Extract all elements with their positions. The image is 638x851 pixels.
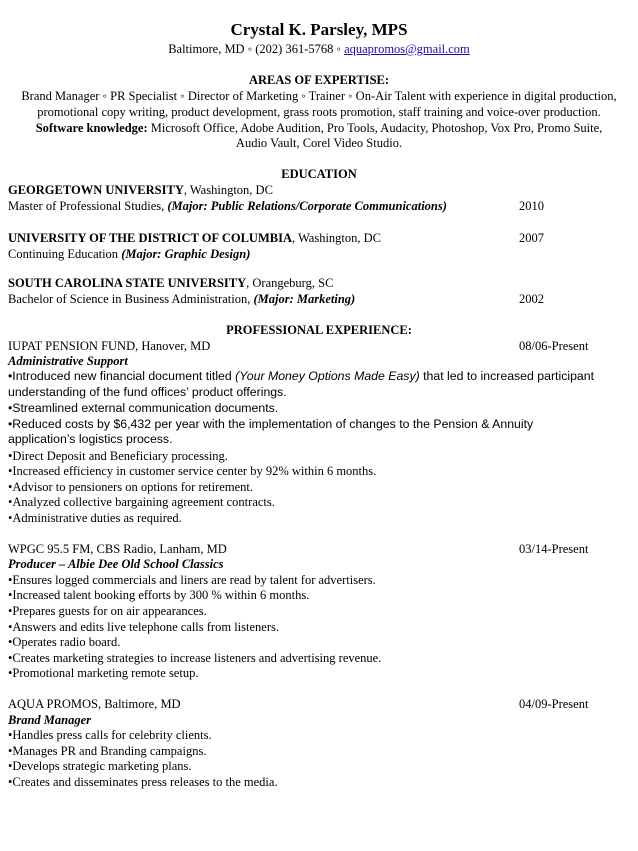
job-bullet: •Operates radio board. — [8, 635, 121, 649]
education-school — [8, 276, 630, 291]
job-bullet: •Advisor to pensioners on options for retirement. — [8, 480, 253, 494]
job-bullet: •Handles press calls for celebrity clients. — [8, 728, 212, 742]
job-dates: 03/14-Present — [519, 542, 589, 556]
degree-name: Bachelor of Science in Business Administration, — [8, 292, 254, 306]
degree-name: Continuing Education — [8, 247, 122, 261]
job-title: Administrative Support — [8, 354, 128, 368]
school-name: SOUTH CAROLINA STATE UNIVERSITY — [8, 276, 247, 290]
job-dates: 04/09-Present — [519, 697, 589, 711]
school-location: , Washington, DC — [183, 183, 273, 197]
software-list: Microsoft Office, Adobe Audition, Pro Tools, Audacity, Photoshop, Vox Pro, Promo Suite, — [147, 121, 603, 135]
job-employer: WPGC 95.5 FM, CBS Radio, Lanham, MD — [8, 542, 227, 556]
experience-heading: PROFESSIONAL EXPERIENCE: — [226, 323, 412, 337]
job-employer: IUPAT PENSION FUND, Hanover, MD — [8, 339, 211, 353]
email-link[interactable]: aquapromos@gmail.com — [344, 42, 470, 56]
job-bullet: •Increased efficiency in customer service center by 92% within 6 months. — [8, 464, 377, 478]
candidate-name: Crystal K. Parsley, MPS — [230, 20, 408, 39]
job-bullet: •Reduced costs by $6,432 per year with the implementation of changes to the Pension & Annuity — [8, 417, 534, 431]
degree-major: (Major: Marketing) — [253, 292, 356, 306]
software-line-2: Audio Vault, Corel Video Studio. — [235, 136, 403, 150]
job-bullet: •Creates marketing strategies to increase listeners and advertising revenue. — [8, 651, 382, 665]
contact-line — [0, 42, 638, 57]
job-bullet-continued: understanding of the fund offices’ product offerings. — [8, 385, 287, 399]
job-bullet: •Increased talent booking efforts by 300 % within 6 months. — [8, 588, 310, 602]
job-bullet — [8, 369, 632, 385]
job-employer: AQUA PROMOS, Baltimore, MD — [8, 697, 181, 711]
school-location: , Washington, DC — [291, 231, 382, 245]
contact-details: Baltimore, MD ◦ (202) 361-5768 ◦ — [168, 42, 345, 56]
job-bullet: •Streamlined external communication documents. — [8, 401, 279, 415]
job-title: Producer – Albie Dee Old School Classics — [8, 557, 224, 571]
bullet-text: that led to increased participant — [419, 369, 595, 383]
expertise-line-2: promotional copy writing, product development, grass roots promotion, staff training and voice-over production. — [37, 105, 601, 119]
degree-name: Master of Professional Studies, — [8, 199, 168, 213]
software-line-1 — [6, 121, 632, 137]
document-title: (Your Money Options Made Easy) — [235, 369, 420, 383]
school-location: , Orangeburg, SC — [246, 276, 334, 290]
job-bullet: •Prepares guests for on air appearances. — [8, 604, 207, 618]
job-bullet: •Develops strategic marketing plans. — [8, 759, 192, 773]
expertise-heading: AREAS OF EXPERTISE: — [248, 73, 390, 87]
education-school — [8, 183, 630, 198]
education-year: 2010 — [519, 199, 544, 213]
job-bullet: •Creates and disseminates press releases to the media. — [8, 775, 278, 789]
software-label: Software knowledge: — [35, 121, 148, 135]
education-degree — [8, 247, 630, 262]
job-bullet: •Promotional marketing remote setup. — [8, 666, 199, 680]
job-bullet: •Manages PR and Branding campaigns. — [8, 744, 207, 758]
degree-major: (Major: Graphic Design) — [121, 247, 251, 261]
job-bullet: •Answers and edits live telephone calls from listeners. — [8, 620, 279, 634]
job-bullet-continued: application’s logistics process. — [8, 432, 173, 446]
education-year: 2007 — [519, 231, 544, 245]
education-year: 2002 — [519, 292, 544, 306]
school-name: UNIVERSITY OF THE DISTRICT OF COLUMBIA — [8, 231, 292, 245]
job-bullet: •Analyzed collective bargaining agreement contracts. — [8, 495, 275, 509]
degree-major: (Major: Public Relations/Corporate Communications) — [167, 199, 447, 213]
job-title: Brand Manager — [8, 713, 92, 727]
education-heading: EDUCATION — [281, 167, 357, 181]
bullet-text: •Introduced new financial document titled — [8, 369, 236, 383]
expertise-line-1: Brand Manager ◦ PR Specialist ◦ Director of Marketing ◦ Trainer ◦ On-Air Talent with experience in digital production, — [21, 89, 617, 103]
school-name: GEORGETOWN UNIVERSITY — [8, 183, 184, 197]
job-bullet: •Ensures logged commercials and liners are read by talent for advertisers. — [8, 573, 376, 587]
job-dates: 08/06-Present — [519, 339, 589, 353]
job-bullet: •Direct Deposit and Beneficiary processing. — [8, 449, 228, 463]
job-bullet: •Administrative duties as required. — [8, 511, 182, 525]
